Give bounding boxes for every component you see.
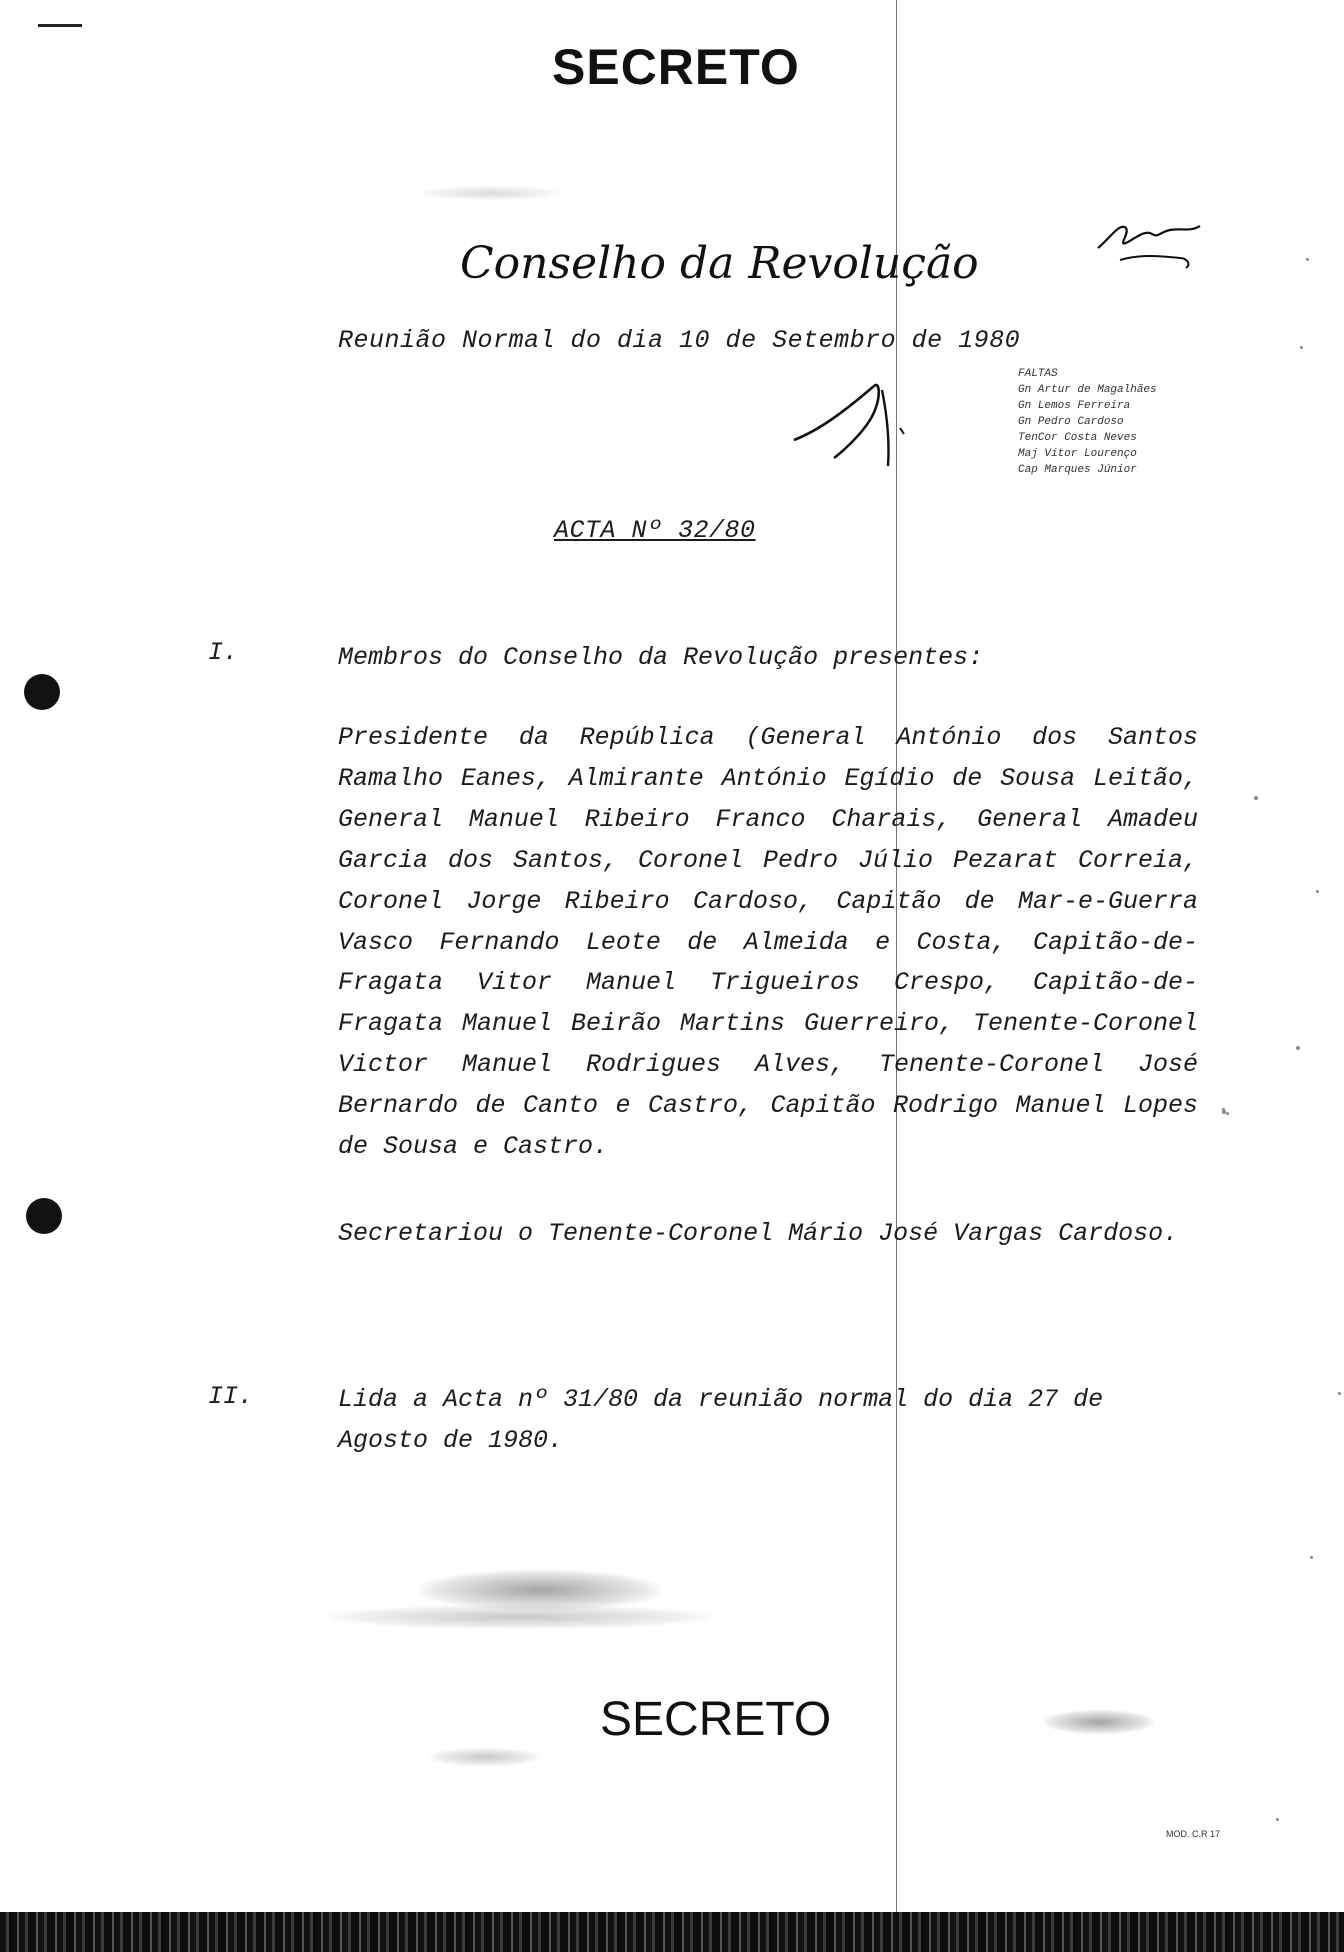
speckle	[1222, 1108, 1225, 1111]
scan-edge-band	[0, 1912, 1344, 1952]
initials-signature	[1090, 208, 1230, 278]
members-present-paragraph: Presidente da República (General António dos Santos Ramalho Eanes, Almirante António Egídio de Sousa Leitão, General Manuel Ribeiro Franco Charais, General Amadeu Garcia dos Santos, Coronel Pedro Júlio Pezarat Correia, Coronel Jorge Ribeiro Cardoso, Capitão de Mar-e-Guerra Vasco Fernando Leote de Almeida e Costa, Capitão-de-Fragata Vitor Manuel Trigueiros Crespo, Capitão-de-Fragata Manuel Beirão Martins Guerreiro, Tenente-Coronel Victor Manuel Rodrigues Alves, Tenente-Coronel José Bernardo de Canto e Castro, Capitão Rodrigo Manuel Lopes de Sousa e Castro.	[338, 723, 1198, 1162]
minutes-number: ACTA Nº 32/80	[554, 516, 756, 545]
previous-minutes-paragraph: Lida a Acta nº 31/80 da reunião normal do dia 27 de Agosto de 1980.	[338, 1385, 1104, 1455]
note-line: Gn Pedro Cardoso	[1018, 416, 1124, 428]
section-heading: Membros do Conselho da Revolução presentes:	[338, 643, 984, 672]
note-line: Gn Lemos Ferreira	[1018, 400, 1131, 412]
form-code: MOD. C.R 17	[1166, 1829, 1221, 1839]
smudge	[430, 1748, 540, 1766]
smudge	[1044, 1710, 1154, 1734]
speckle	[1316, 890, 1319, 893]
speckle	[1306, 258, 1309, 261]
section-number: I.	[208, 638, 239, 667]
meeting-date-line: Reunião Normal do dia 10 de Setembro de 1980	[338, 326, 1021, 355]
smudge	[420, 186, 560, 200]
speckle	[1226, 1112, 1229, 1115]
speckle	[1254, 796, 1258, 800]
speckle	[1276, 1818, 1279, 1821]
smudge	[420, 1570, 660, 1610]
classification-stamp-bottom: SECRETO	[600, 1693, 832, 1746]
letterhead-title: Conselho da Revolução	[460, 238, 979, 289]
top-mark	[38, 24, 82, 27]
speckle	[1300, 346, 1303, 349]
note-line: FALTAS	[1018, 368, 1058, 380]
speckle	[1296, 1046, 1300, 1050]
smudge	[330, 1605, 710, 1629]
speckle	[1310, 1556, 1313, 1559]
punch-hole	[24, 674, 60, 710]
note-line: Maj Vítor Lourenço	[1018, 448, 1137, 460]
handwritten-signature	[790, 370, 950, 480]
punch-hole	[26, 1198, 62, 1234]
note-line: TenCor Costa Neves	[1018, 432, 1137, 444]
secretary-paragraph: Secretariou o Tenente-Coronel Mário José Vargas Cardoso.	[338, 1219, 1179, 1248]
absences-margin-note	[1018, 366, 1258, 478]
classification-stamp-top: SECRETO	[552, 39, 800, 95]
note-line: Gn Artur de Magalhães	[1018, 384, 1157, 396]
note-line: Cap Marques Júnior	[1018, 464, 1137, 476]
section-number: II.	[208, 1382, 254, 1411]
speckle	[1338, 1392, 1341, 1395]
